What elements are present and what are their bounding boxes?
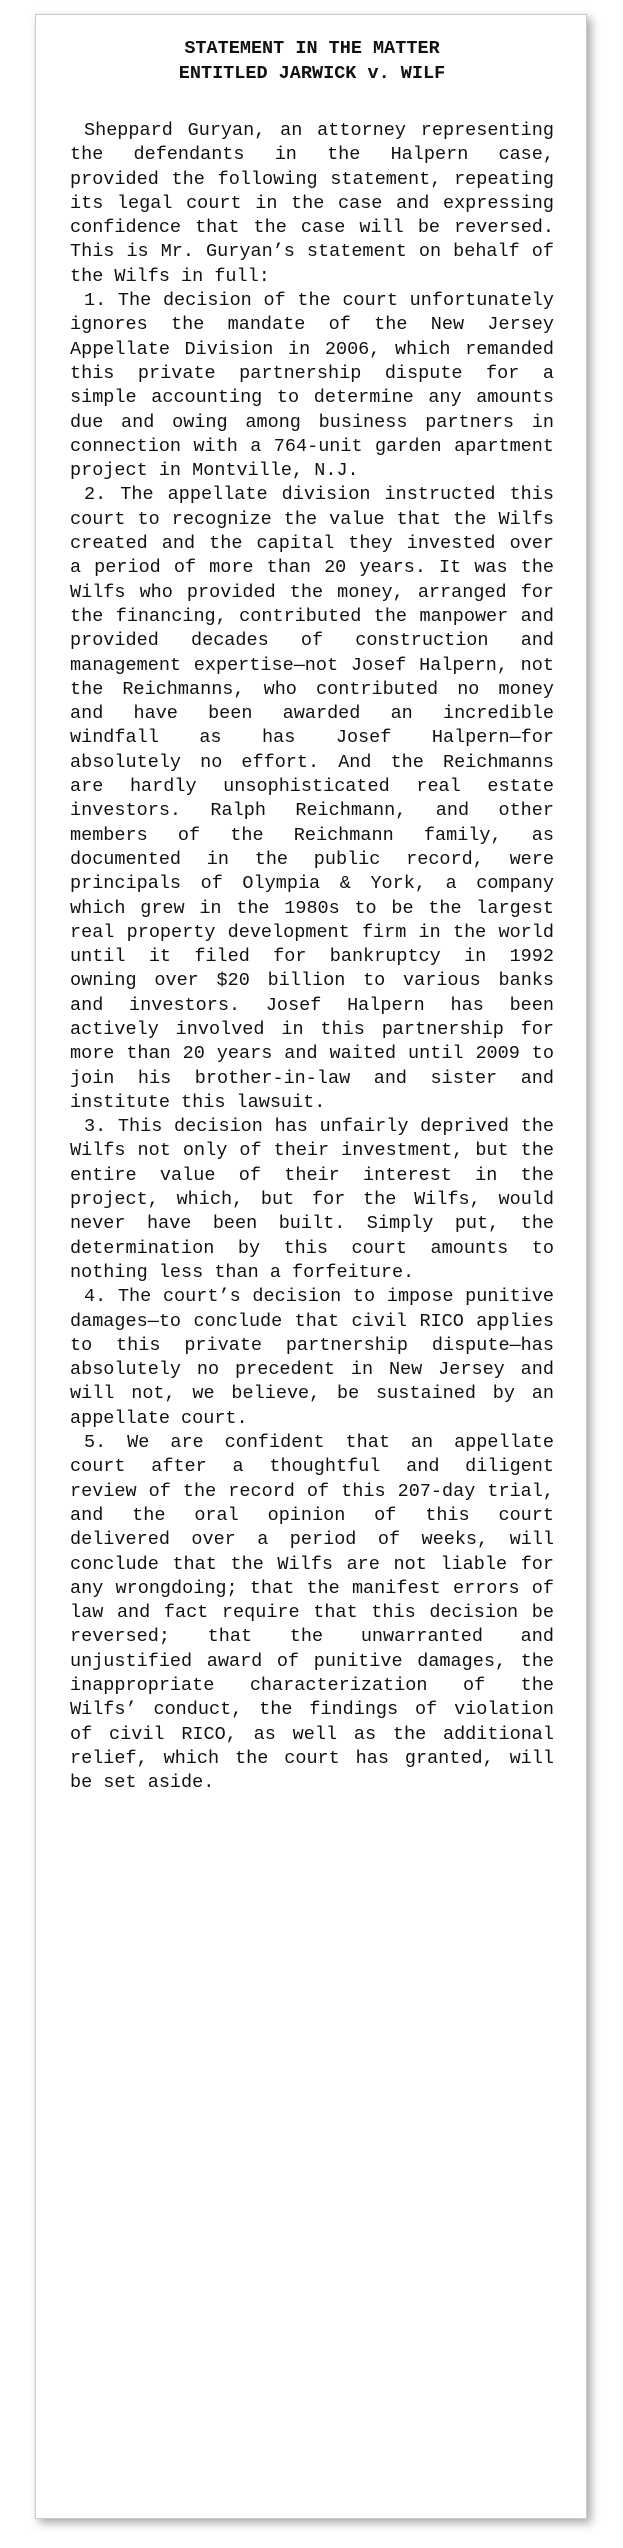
document-title-line-2: ENTITLED JARWICK v. WILF xyxy=(178,63,446,84)
point-3-paragraph: 3. This decision has unfairly deprived the Wilfs not only of their investment, but the entire value of their interest in the project, which, but for the Wilfs, would never have been built. Simply put, the determination by this court amounts to nothing less than a forfeiture. xyxy=(70,1116,554,1283)
point-5-paragraph: 5. We are confident that an appellate court after a thoughtful and diligent review of the record of this 207-day trial, and the oral opinion of this court delivered over a period of weeks, will conclude that the Wilfs are not liable for any wrongdoing; that the manifest errors of law and fact require that this decision be reversed; that the unwarranted and unjustified award of punitive damages, the inappropriate characterization of the Wilfs’ conduct, the findings of violation of civil RICO, as well as the additional relief, which the court has granted, will be set aside. xyxy=(70,1432,554,1794)
document-page xyxy=(35,14,587,2519)
point-4-paragraph: 4. The court’s decision to impose punitive damages—to conclude that civil RICO applies to this private partnership dispute—has absolutely no precedent in New Jersey and will not, we believe, be sustained by an appellate court. xyxy=(70,1286,554,1429)
point-1-paragraph: 1. The decision of the court unfortunately ignores the mandate of the New Jersey Appellate Division in 2006, which remanded this private partnership dispute for a simple accounting to determine any amounts due and owing among business partners in connection with a 764-unit garden apartment project in Montville, N.J. xyxy=(70,290,554,482)
statement-body xyxy=(70,119,554,1795)
intro-paragraph: Sheppard Guryan, an attorney representing the defendants in the Halpern case, provided the following statement, repeating its legal court in the case and expressing confidence that the case will be reversed. This is Mr. Guryan’s statement on behalf of the Wilfs in full: xyxy=(70,120,554,287)
point-2-paragraph: 2. The appellate division instructed this court to recognize the value that the Wilfs created and the capital they invested over a period of more than 20 years. It was the Wilfs who provided the money, arranged for the financing, contributed the manpower and provided decades of construction and management expertise—not Josef Halpern, not the Reichmanns, who contributed no money and have been awarded an incredible windfall as has Josef Halpern—for absolutely no effort. And the Reichmanns are hardly unsophisticated real estate investors. Ralph Reichmann, and other members of the Reichmann family, as documented in the public record, were principals of Olympia & York, a company which grew in the 1980s to be the largest real property development firm in the world until it filed for bankruptcy in 1992 owning over $20 billion to various banks and investors. Josef Halpern has been actively involved in this partnership for more than 20 years and waited until 2009 to join his brother-in-law and sister and institute this lawsuit. xyxy=(70,484,554,1113)
document-title-line-1: STATEMENT IN THE MATTER xyxy=(184,38,440,59)
